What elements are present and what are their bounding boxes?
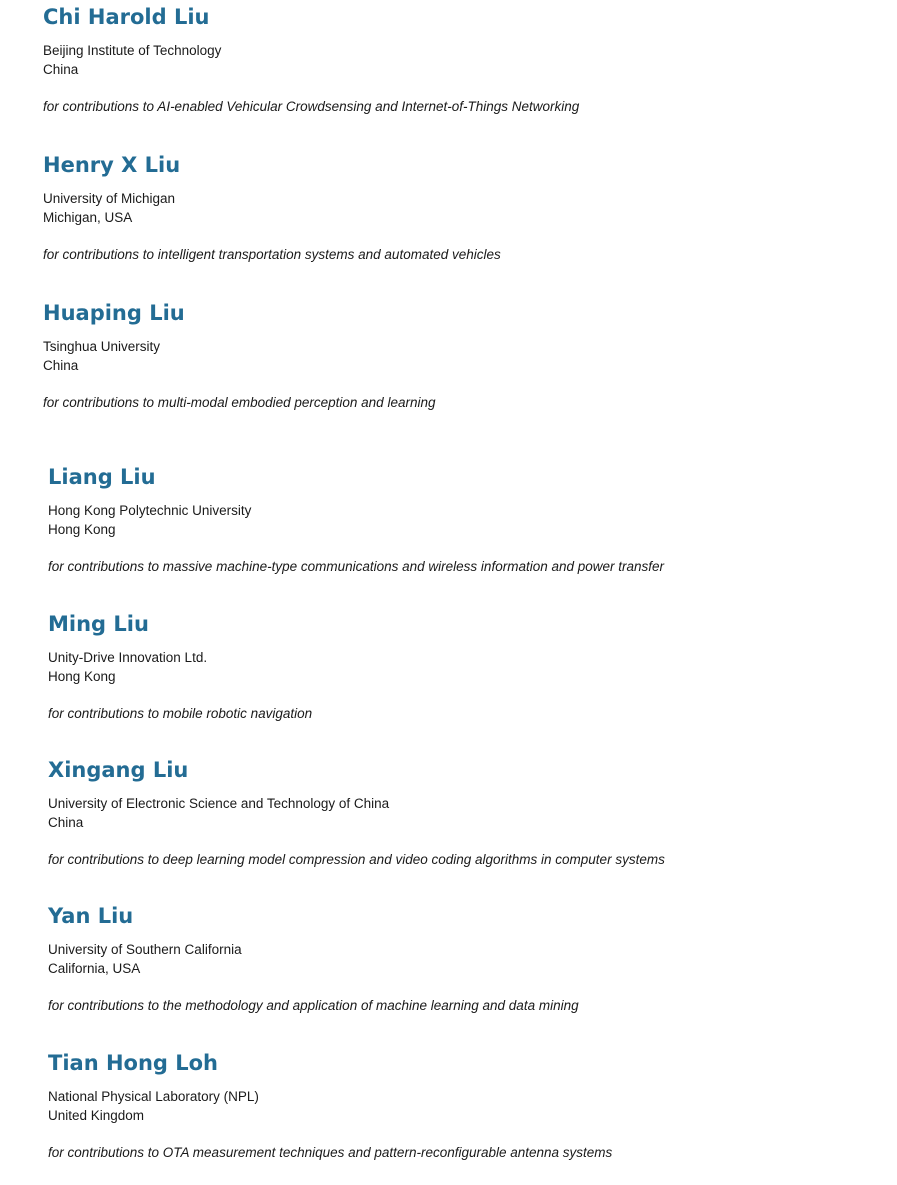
fellow-affiliation (43, 337, 883, 375)
fellow-citation: for contributions to multi-modal embodied perception and learning (43, 395, 436, 410)
fellow-entry (48, 1050, 888, 1162)
fellow-institution: University of Southern California (48, 942, 242, 957)
fellow-institution: National Physical Laboratory (NPL) (48, 1089, 259, 1104)
fellow-location: China (43, 62, 79, 77)
fellow-affiliation (48, 648, 888, 686)
fellow-citation: for contributions to mobile robotic navigation (48, 706, 313, 721)
fellow-citation: for contributions to OTA measurement techniques and pattern-reconfigurable antenna systems (48, 1145, 613, 1160)
fellow-citation: for contributions to AI-enabled Vehicular Crowdsensing and Internet-of-Things Networking (43, 99, 580, 114)
fellow-institution: Hong Kong Polytechnic University (48, 503, 252, 518)
fellow-institution: Unity-Drive Innovation Ltd. (48, 650, 208, 665)
fellow-entry (48, 757, 888, 869)
fellow-location: Michigan, USA (43, 210, 133, 225)
fellow-affiliation (48, 501, 888, 539)
fellow-location: China (43, 358, 79, 373)
fellow-entry (43, 152, 883, 264)
fellow-citation: for contributions to deep learning model compression and video coding algorithms in computer systems (48, 852, 665, 867)
fellow-location: Hong Kong (48, 669, 116, 684)
fellow-location: China (48, 815, 84, 830)
fellow-name: Xingang Liu (48, 758, 189, 782)
fellow-entry (48, 464, 888, 576)
fellow-affiliation (48, 1087, 888, 1125)
fellow-name: Liang Liu (48, 465, 156, 489)
fellow-location: United Kingdom (48, 1108, 145, 1123)
fellow-institution: Tsinghua University (43, 339, 161, 354)
fellow-affiliation (48, 794, 888, 832)
fellow-location: California, USA (48, 961, 141, 976)
fellow-institution: Beijing Institute of Technology (43, 43, 222, 58)
fellow-name: Huaping Liu (43, 301, 185, 325)
fellow-entry (48, 611, 888, 723)
fellow-institution: University of Electronic Science and Technology of China (48, 796, 390, 811)
fellow-name: Ming Liu (48, 612, 149, 636)
fellow-citation: for contributions to massive machine-type communications and wireless information and power transfer (48, 559, 665, 574)
fellow-citation: for contributions to the methodology and application of machine learning and data mining (48, 998, 579, 1013)
fellow-affiliation (48, 940, 888, 978)
fellow-name: Tian Hong Loh (48, 1051, 219, 1075)
fellow-entry (48, 903, 888, 1015)
fellow-name: Chi Harold Liu (43, 5, 210, 29)
fellow-name: Yan Liu (48, 904, 134, 928)
fellow-name: Henry X Liu (43, 153, 181, 177)
fellow-institution: University of Michigan (43, 191, 176, 206)
fellow-affiliation (43, 189, 883, 227)
fellow-affiliation (43, 41, 883, 79)
fellow-citation: for contributions to intelligent transportation systems and automated vehicles (43, 247, 501, 262)
fellow-location: Hong Kong (48, 522, 116, 537)
fellow-entry (43, 4, 883, 116)
fellow-entry (43, 300, 883, 412)
